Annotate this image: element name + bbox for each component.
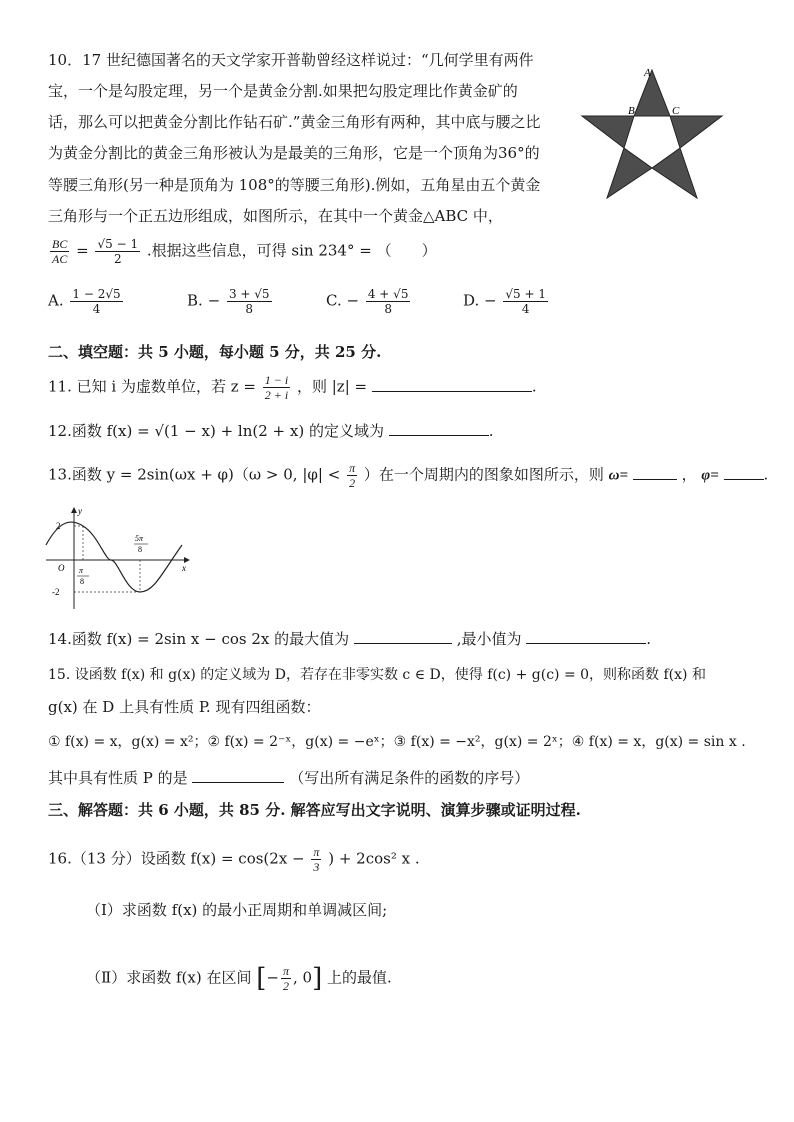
q13-sine-graph — [42, 505, 192, 613]
q10-line-5: 等腰三角形(另一种是顶角为 108°的等腰三角形).例如，五角星由五个黄金 — [48, 176, 541, 194]
q16-part-2: （Ⅱ）求函数 f(x) 在区间 [− $\frac{\pi}{2}$ , 0] 上的最值. — [86, 963, 392, 994]
q11: 11. 已知 i 为虚数单位，若 z = $\frac{1 - i}{2 + i}$ ，则 |z| = . — [48, 373, 537, 402]
q15-line-4 — [48, 766, 529, 789]
q15-line-3: ① f(x) = x，g(x) = x²；② f(x) = 2⁻ˣ，g(x) = −eˣ；③ f(x) = −x²，g(x) = 2ˣ；④ f(x) = x，g(x) = sin x . — [48, 734, 746, 750]
q10-lhs-den: AC — [52, 252, 68, 266]
q15-answer-blank[interactable] — [192, 766, 284, 783]
q10-line-4: 为黄金分割比的黄金三角形被认为是最美的三角形，它是一个顶角为36°的 — [48, 144, 540, 162]
vertex-b-label: B — [628, 105, 635, 117]
q12-answer-blank[interactable] — [389, 419, 489, 436]
x1-num-label: π — [79, 566, 84, 575]
q10-option-a: A. $\frac{1 - 2√5}{4}$ — [48, 287, 121, 316]
y-axis-arrow — [71, 507, 77, 513]
q15-line4-pre: 其中具有性质 P 的是 — [48, 769, 188, 787]
q10-rhs-fraction — [95, 237, 140, 266]
x2-den-label: 8 — [138, 545, 142, 554]
q16-fraction: $\frac{\pi}{3}$ — [313, 845, 320, 874]
vertex-c-label: C — [672, 105, 680, 117]
q11-pre: 11. 已知 i 为虚数单位，若 z = — [48, 377, 256, 396]
y-axis-label: y — [78, 506, 82, 516]
q16-pre: 16.（13 分）设函数 f(x) = cos(2x − — [48, 849, 305, 868]
q13-phi-blank[interactable] — [724, 463, 764, 480]
q12: 12.函数 f(x) = √(1 − x) + ln(2 + x) 的定义域为 . — [48, 419, 494, 442]
q10-line-2: 宝，一个是勾股定理，另一个是黄金分割.如果把勾股定理比作黄金矿的 — [48, 82, 518, 100]
y-max-label: 2 — [56, 521, 61, 531]
q15-line-1: 15. 设函数 f(x) 和 g(x) 的定义域为 D，若存在非零实数 c ∈ D，使得 f(c) + g(c) = 0，则称函数 f(x) 和 — [48, 667, 706, 683]
q10-line-1: 10．17 世纪德国著名的天文学家开普勒曾经这样说过：“几何学里有两件 — [48, 51, 534, 69]
pentagram-figure — [580, 60, 730, 210]
q13: 13.函数 y = 2sin(ωx + φ)（ω > 0, |φ| < $\frac{\pi}{2}$ ）在一个周期内的图象如图所示，则 ω= ， φ= . — [48, 461, 769, 490]
q14-max-blank[interactable] — [354, 627, 452, 644]
q10-ratio-line: $\frac{BC}{AC}$ = $\frac{√5 - 1}{2}$ .根据这些信息，可得 sin 234° = （ ） — [52, 237, 437, 266]
q12-text: 12.函数 f(x) = √(1 − x) + ln(2 + x) 的定义域为 — [48, 422, 384, 440]
q13-phi-label: φ= — [701, 467, 719, 484]
x-axis-label: x — [182, 563, 186, 573]
sine-curve — [46, 522, 182, 592]
x1-den-label: 8 — [80, 577, 84, 586]
q16-part2-pre: （Ⅱ）求函数 f(x) 在区间 — [86, 968, 252, 987]
q15-line-2: g(x) 在 D 上具有性质 P. 现有四组函数： — [48, 698, 321, 716]
q10-rhs-num: √5 − 1 — [97, 237, 139, 251]
q15-line4-post: （写出所有满足条件的函数的序号） — [289, 769, 530, 787]
q10-line-3: 话，那么可以把黄金分割比作钻石矿.”黄金三角形有两种，其中底与腰之比 — [48, 113, 541, 131]
q16-post: ) + 2cos² x . — [328, 849, 420, 868]
q10-lhs-num: BC — [52, 237, 68, 251]
q13-post: ）在一个周期内的图象如图所示，则 — [363, 465, 604, 484]
q11-fraction: $\frac{1 - i}{2 + i}$ — [264, 373, 289, 402]
q10-option-b: B. − $\frac{3 + √5}{8}$ — [187, 287, 270, 316]
q10-rhs-den: 2 — [113, 252, 122, 266]
q10-option-c: C. − $\frac{4 + √5}{8}$ — [326, 287, 409, 316]
q14: 14.函数 f(x) = 2sin x − cos 2x 的最大值为 ,最小值为 . — [48, 627, 651, 650]
q14-text: 14.函数 f(x) = 2sin x − cos 2x 的最大值为 — [48, 630, 350, 648]
q10-tail: .根据这些信息，可得 sin 234° = （ ） — [146, 241, 437, 260]
section-3-heading: 三、解答题：共 6 小题，共 85 分. 解答应写出文字说明、演算步骤或证明过程. — [48, 801, 581, 819]
q10-lhs-fraction — [50, 237, 69, 266]
q13-fraction: $\frac{\pi}{2}$ — [349, 461, 356, 490]
q10-line-6: 三角形与一个正五边形组成，如图所示，在其中一个黄金△ABC 中， — [48, 207, 503, 225]
q11-post: ，则 |z| = — [296, 377, 368, 396]
q13-omega-label: ω= — [608, 467, 629, 484]
q13-pre: 13.函数 y = 2sin(ωx + φ)（ω > 0, |φ| < — [48, 465, 341, 484]
q13-omega-blank[interactable] — [633, 463, 677, 480]
q10-option-d: D. − $\frac{√5 + 1}{4}$ — [463, 287, 547, 316]
q14-min-blank[interactable] — [526, 627, 646, 644]
q16 — [48, 845, 420, 874]
q11-answer-blank[interactable] — [372, 375, 532, 392]
q16-interval-fraction: $\frac{\pi}{2}$ — [282, 964, 289, 993]
vertex-a-label: A — [644, 67, 651, 79]
section-2-heading: 二、填空题：共 5 小题，每小题 5 分，共 25 分. — [48, 343, 382, 361]
y-min-label: -2 — [52, 587, 60, 597]
q14-mid: ,最小值为 — [456, 630, 522, 648]
origin-label: O — [58, 563, 65, 573]
x2-num-label: 5π — [135, 534, 144, 543]
q16-part-1: （Ⅰ）求函数 f(x) 的最小正周期和单调减区间; — [86, 901, 388, 919]
q16-part2-post: 上的最值. — [327, 968, 392, 987]
